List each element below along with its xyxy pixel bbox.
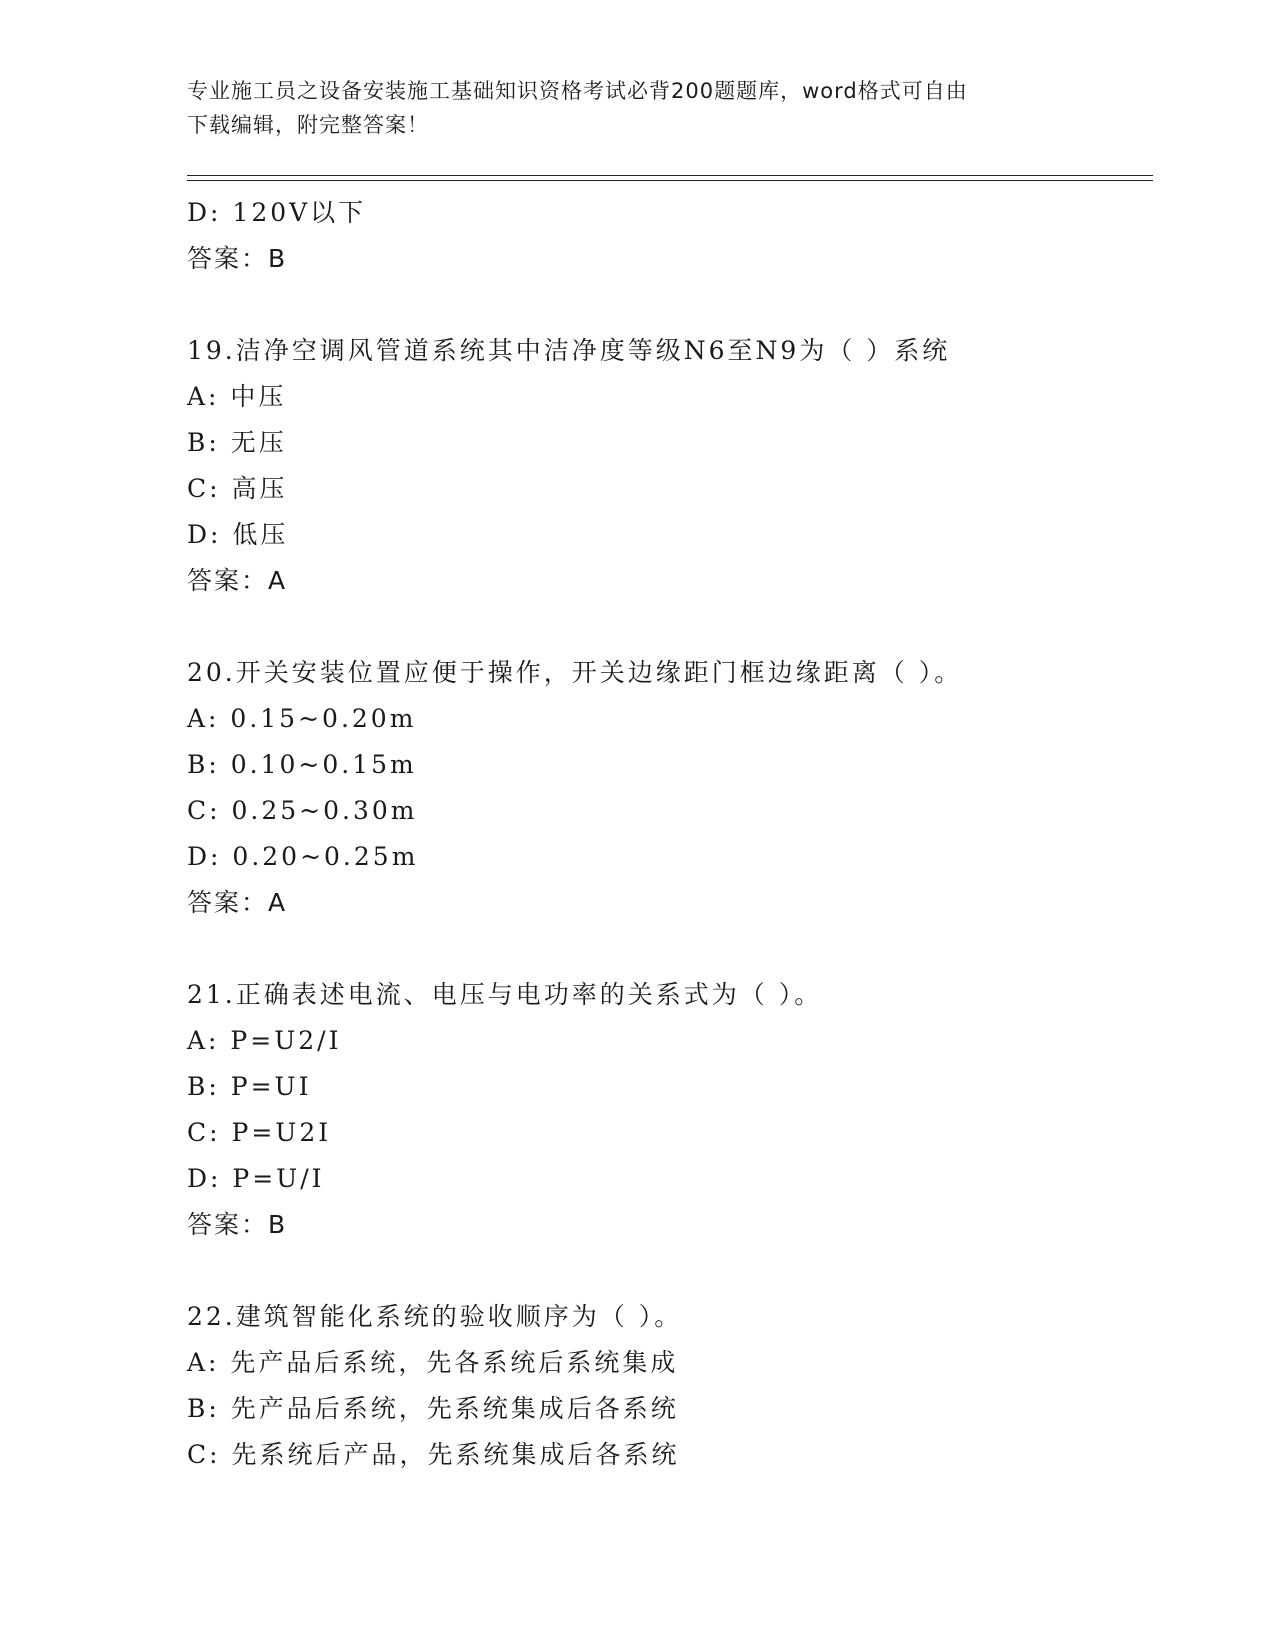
option-line: A: 中压	[187, 382, 287, 411]
option-line: D: P=U/I	[187, 1164, 325, 1193]
header-rule-bottom	[187, 180, 1153, 181]
header-rule-top	[187, 175, 1153, 176]
option-line: B: 先产品后系统，先系统集成后各系统	[187, 1394, 679, 1423]
option-line: B: P=UI	[187, 1072, 312, 1101]
header-line-1: 专业施工员之设备安装施工基础知识资格考试必背200题题库，word格式可自由	[187, 79, 968, 103]
document-header	[187, 74, 1087, 142]
question-spacer	[187, 1248, 1153, 1294]
question-stem: 20.开关安装位置应便于操作，开关边缘距门框边缘距离（ ）。	[187, 658, 963, 687]
option-line: C: 高压	[187, 474, 288, 503]
question-spacer	[187, 282, 1153, 328]
option-line: B: 0.10~0.15m	[187, 750, 417, 779]
question-spacer	[187, 926, 1153, 972]
question-spacer	[187, 604, 1153, 650]
option-line: C: P=U2I	[187, 1118, 332, 1147]
option-line: D: 低压	[187, 520, 289, 549]
option-line: A: P=U2/I	[187, 1026, 342, 1055]
option-line: D: 120V以下	[187, 198, 367, 227]
answer-line: 答案：B	[187, 244, 288, 273]
option-line: A: 0.15~0.20m	[187, 704, 417, 733]
question-stem: 21.正确表述电流、电压与电功率的关系式为（ ）。	[187, 980, 823, 1009]
question-stem: 19.洁净空调风管道系统其中洁净度等级N6至N9为（ ）系统	[187, 336, 951, 365]
option-line: D: 0.20~0.25m	[187, 842, 419, 871]
option-line: C: 先系统后产品，先系统集成后各系统	[187, 1440, 680, 1469]
answer-line: 答案：B	[187, 1210, 288, 1239]
option-line: C: 0.25~0.30m	[187, 796, 418, 825]
question-stem: 22.建筑智能化系统的验收顺序为（ ）。	[187, 1302, 683, 1331]
option-line: A: 先产品后系统，先各系统后系统集成	[187, 1348, 679, 1377]
answer-line: 答案：A	[187, 888, 288, 917]
answer-line: 答案：A	[187, 566, 288, 595]
question-list	[187, 190, 1153, 1478]
header-line-2: 下载编辑，附完整答案！	[187, 113, 429, 137]
option-line: B: 无压	[187, 428, 287, 457]
